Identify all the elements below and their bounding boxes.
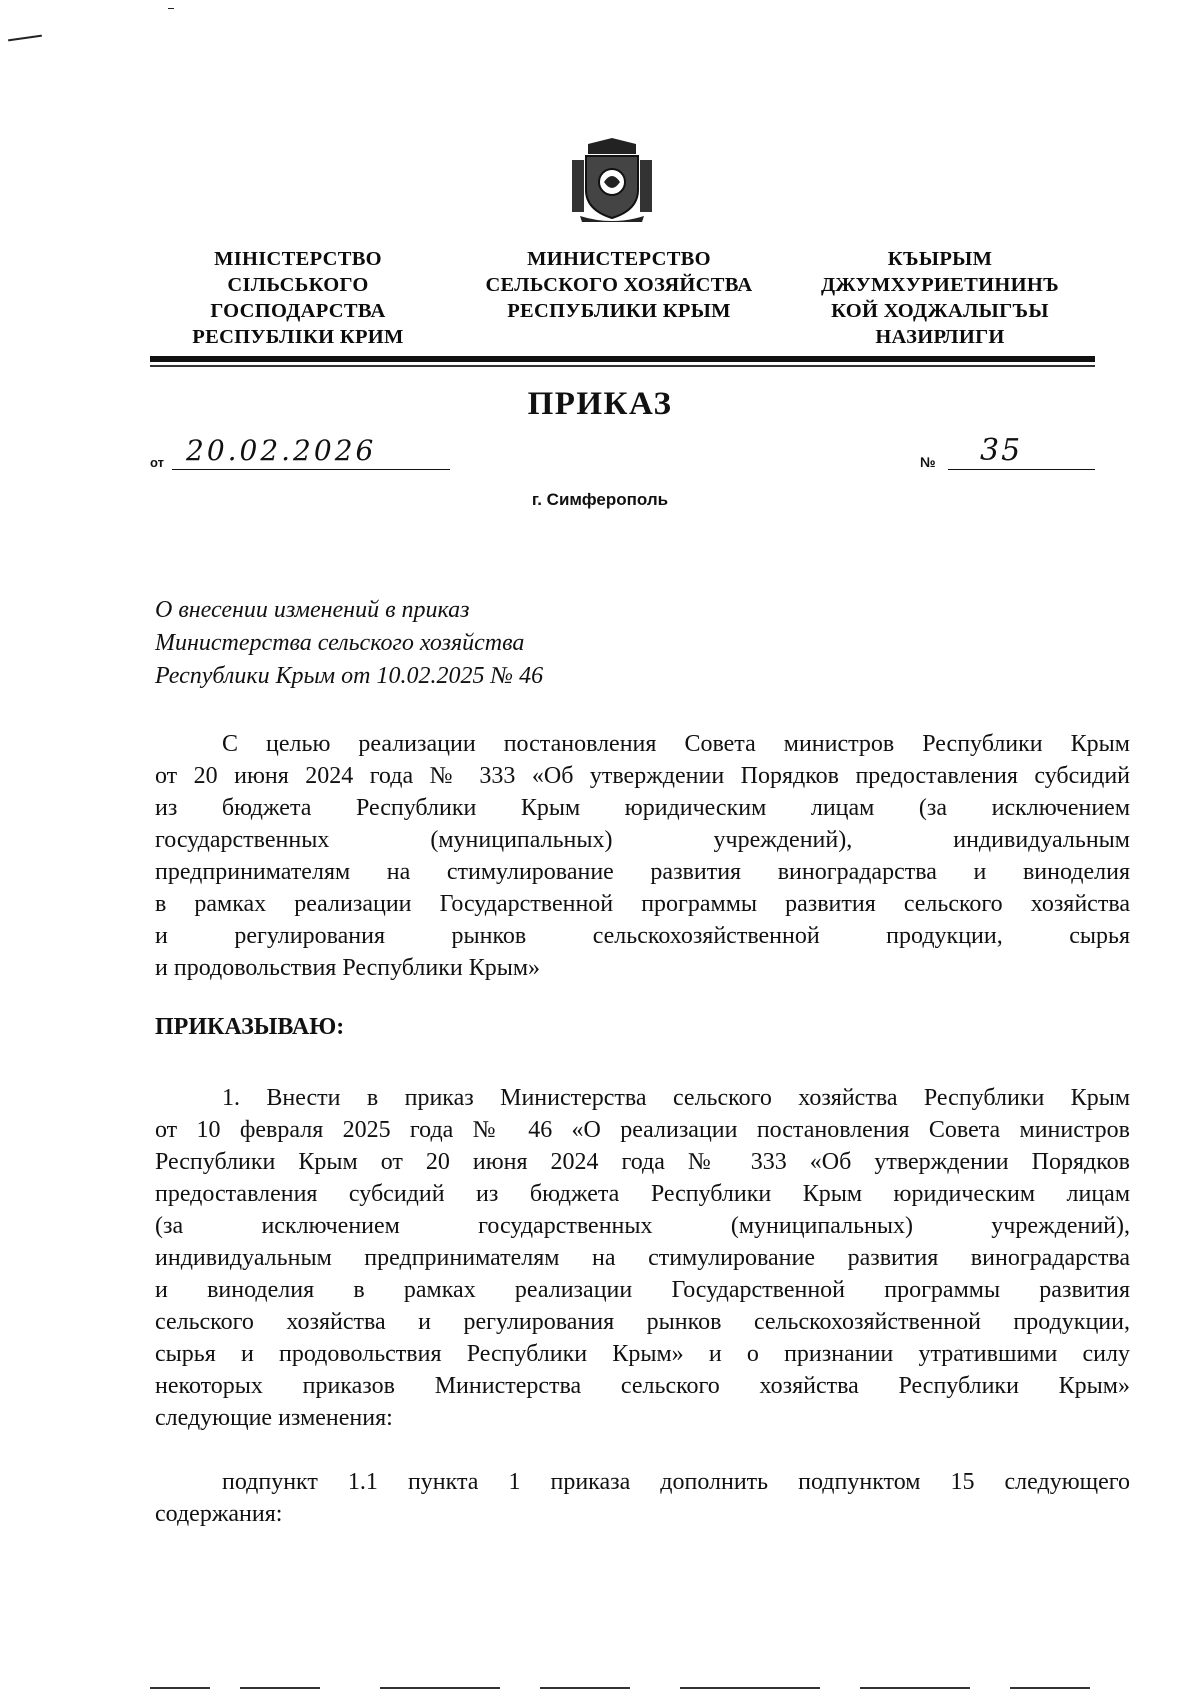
header-line: КЪЫРЫМ xyxy=(887,248,993,270)
scan-mark xyxy=(8,35,42,42)
order-number xyxy=(920,430,1095,476)
paragraph-line: предоставления субсидий из бюджета Республики Крым юридическим лицам xyxy=(155,1181,1130,1207)
header-ukrainian xyxy=(180,246,416,350)
scan-mark xyxy=(168,8,174,9)
header-russian xyxy=(464,246,774,324)
paragraph-line: 1. Внести в приказ Министерства сельского хозяйства Республики Крым xyxy=(222,1085,1130,1111)
scan-mark xyxy=(540,1687,630,1689)
header-crimean-tatar xyxy=(790,246,1090,350)
paragraph-line: Республики Крым от 20 июня 2024 года № 333 «Об утверждении Порядков xyxy=(155,1149,1130,1175)
paragraph-line: сырья и продовольствия Республики Крым» и о признании утратившими силу xyxy=(155,1341,1130,1367)
paragraph-line: от 10 февраля 2025 года № 46 «О реализации постановления Совета министров xyxy=(155,1117,1130,1143)
date-prefix: от xyxy=(150,455,164,470)
header-divider-thin xyxy=(150,365,1095,367)
header-line: РЕСПУБЛИКИ КРЫМ xyxy=(507,300,731,322)
scan-mark xyxy=(150,1687,210,1689)
header-line: СЕЛЬСКОГО ХОЗЯЙСТВА xyxy=(485,274,753,296)
paragraph-line: некоторых приказов Министерства сельского хозяйства Республики Крым» xyxy=(155,1373,1130,1399)
paragraph-line: индивидуальным предпринимателям на стимулирование развития виноградарства xyxy=(155,1245,1130,1271)
paragraph-line: в рамках реализации Государственной программы развития сельского хозяйства xyxy=(155,891,1130,917)
subitem-paragraph xyxy=(155,1466,1130,1530)
document-title: ПРИКАЗ xyxy=(527,386,673,422)
header-line: ДЖУМХУРИЕТИНИНЪ xyxy=(820,274,1060,296)
header-line: МИНИСТЕРСТВО xyxy=(527,248,711,270)
paragraph-line: содержания: xyxy=(155,1501,283,1527)
paragraph-line: и регулирования рынков сельскохозяйственной продукции, сырья xyxy=(155,923,1130,949)
paragraph-line: следующие изменения: xyxy=(155,1405,393,1431)
number-value: 35 xyxy=(980,433,1023,468)
paragraph-line: и продовольствия Республики Крым» xyxy=(155,955,541,981)
paragraph-line: (за исключением государственных (муниципальных) учреждений), xyxy=(155,1213,1130,1239)
subject-line: Республики Крым от 10.02.2025 № 46 xyxy=(155,663,544,689)
order-directive: ПРИКАЗЫВАЮ: xyxy=(155,1014,345,1040)
scan-mark xyxy=(680,1687,820,1689)
paragraph-line: подпункт 1.1 пункта 1 приказа дополнить подпунктом 15 следующего xyxy=(222,1469,1130,1495)
subject-line: О внесении изменений в приказ xyxy=(155,597,470,623)
order-date xyxy=(150,436,450,476)
paragraph-line: сельского хозяйства и регулирования рынков сельскохозяйственной продукции, xyxy=(155,1309,1130,1335)
scan-mark xyxy=(860,1687,970,1689)
paragraph-line: из бюджета Республики Крым юридическим лицам (за исключением xyxy=(155,795,1130,821)
order-subject xyxy=(155,594,543,693)
paragraph-line: от 20 июня 2024 года № 333 «Об утверждении Порядков предоставления субсидий xyxy=(155,763,1130,789)
header-line: ГОСПОДАРСТВА xyxy=(210,300,386,322)
header-line: РЕСПУБЛІКИ КРИМ xyxy=(192,326,404,348)
paragraph-line: предпринимателям на стимулирование развития виноградарства и виноделия xyxy=(155,859,1130,885)
scan-mark xyxy=(380,1687,500,1689)
header-divider xyxy=(150,356,1095,362)
header-line: НАЗИРЛИГИ xyxy=(875,326,1005,348)
paragraph-line: С целью реализации постановления Совета министров Республики Крым xyxy=(222,731,1130,757)
crimea-coat-of-arms-icon xyxy=(570,138,654,222)
header-line: СІЛЬСЬКОГО xyxy=(227,274,369,296)
number-underline xyxy=(948,469,1095,471)
paragraph-line: и виноделия в рамках реализации Государственной программы развития xyxy=(155,1277,1130,1303)
paragraph-line: государственных (муниципальных) учреждений), индивидуальным xyxy=(155,827,1130,853)
item-1-paragraph xyxy=(155,1082,1130,1434)
preamble-paragraph xyxy=(155,728,1130,984)
header-line: МІНІСТЕРСТВО xyxy=(214,248,382,270)
header-line: КОЙ ХОДЖАЛЫГЪЫ xyxy=(831,300,1049,322)
subject-line: Министерства сельского хозяйства xyxy=(155,630,525,656)
date-value: 20.02.2026 xyxy=(186,434,377,467)
date-underline xyxy=(172,469,450,471)
scan-mark xyxy=(1010,1687,1090,1689)
city: г. Симферополь xyxy=(531,490,669,509)
number-prefix: № xyxy=(920,454,936,470)
scan-mark xyxy=(240,1687,320,1689)
